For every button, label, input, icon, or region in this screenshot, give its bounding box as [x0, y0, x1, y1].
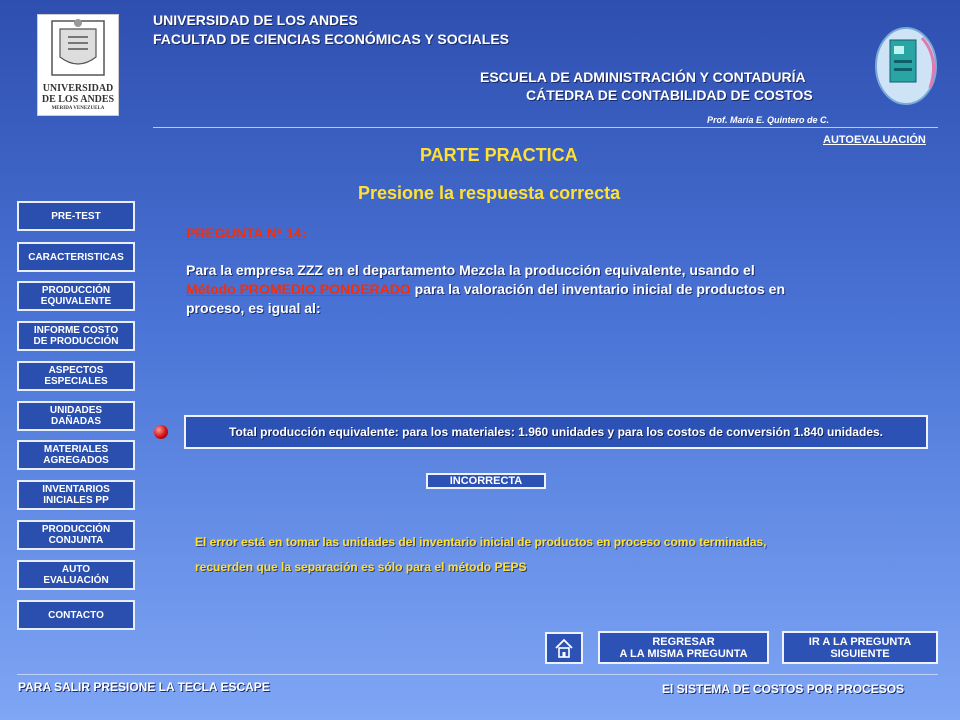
result-badge: INCORRECTA: [426, 473, 546, 489]
explanation-line-2: recuerden que la separación es sólo para el método PEPS: [195, 560, 527, 574]
next-question-button[interactable]: IR A LA PREGUNTA SIGUIENTE: [782, 631, 938, 664]
home-icon: [553, 637, 575, 659]
sidebar-item-inventarios-iniciales[interactable]: INVENTARIOS INICIALES PP: [17, 480, 135, 510]
question-line-1: Para la empresa ZZZ en el departamento Mezcla la producción equivalente, usando el: [186, 262, 755, 278]
sidebar-item-materiales-agregados[interactable]: MATERIALES AGREGADOS: [17, 440, 135, 470]
explanation-line-1: El error está en tomar las unidades del inventario inicial de productos en proceso como terminadas,: [195, 535, 767, 549]
question-heading: PREGUNTA Nº 14:: [186, 225, 307, 241]
sidebar-item-caracteristicas[interactable]: CARACTERISTICAS: [17, 242, 135, 272]
computer-illustration: [872, 18, 944, 110]
chair-name: CÁTEDRA DE CONTABILIDAD DE COSTOS: [526, 87, 813, 103]
sidebar-item-aspectos-especiales[interactable]: ASPECTOS ESPECIALES: [17, 361, 135, 391]
sidebar-item-produccion-conjunta[interactable]: PRODUCCIÓN CONJUNTA: [17, 520, 135, 550]
home-button[interactable]: [545, 632, 583, 664]
question-method-highlight: Método PROMEDIO PONDERADO: [186, 281, 411, 297]
university-logo: [37, 14, 119, 116]
back-to-question-button[interactable]: REGRESAR A LA MISMA PREGUNTA: [598, 631, 769, 664]
question-text: [186, 261, 906, 318]
university-name: UNIVERSIDAD DE LOS ANDES: [153, 12, 358, 28]
exit-hint: PARA SALIR PRESIONE LA TECLA ESCAPE: [18, 680, 270, 694]
question-line-2: [186, 280, 906, 299]
professor-name: Prof. María E. Quintero de C.: [707, 115, 830, 125]
answer-bullet-icon: [154, 425, 168, 439]
sidebar-item-produccion-equivalente[interactable]: PRODUCCIÓN EQUIVALENTE: [17, 281, 135, 311]
page-subtitle: Presione la respuesta correcta: [358, 183, 621, 203]
faculty-name: FACULTAD DE CIENCIAS ECONÓMICAS Y SOCIALES: [153, 31, 509, 47]
logo-text-1: UNIVERSIDAD: [42, 83, 114, 94]
sidebar-item-auto-evaluacion[interactable]: AUTO EVALUACIÓN: [17, 560, 135, 590]
page-title: PARTE PRACTICA: [420, 145, 578, 165]
logo-text-2: DE LOS ANDES: [41, 94, 115, 105]
sidebar-item-unidades-danadas[interactable]: UNIDADES DAÑADAS: [17, 401, 135, 431]
question-line-3: proceso, es igual al:: [186, 300, 321, 316]
answer-option[interactable]: Total producción equivalente: para los materiales: 1.960 unidades y para los costos de conversión 1.840 unidades.: [184, 415, 928, 449]
section-tag: AUTOEVALUACIÓN: [823, 134, 926, 146]
question-line-2-rest: para la valoración del inventario inicial de productos en: [410, 281, 785, 297]
sidebar-item-contacto[interactable]: CONTACTO: [17, 600, 135, 630]
system-name: El SISTEMA DE COSTOS POR PROCESOS: [662, 682, 905, 696]
header-divider: [153, 127, 938, 128]
sidebar-item-pre-test[interactable]: PRE-TEST: [17, 201, 135, 231]
logo-text-3: MERIDA VENEZUELA: [51, 106, 105, 111]
sidebar-item-informe-costo[interactable]: INFORME COSTO DE PRODUCCIÓN: [17, 321, 135, 351]
footer-divider: [17, 674, 938, 675]
school-name: ESCUELA DE ADMINISTRACIÓN Y CONTADURÍA: [480, 69, 806, 85]
